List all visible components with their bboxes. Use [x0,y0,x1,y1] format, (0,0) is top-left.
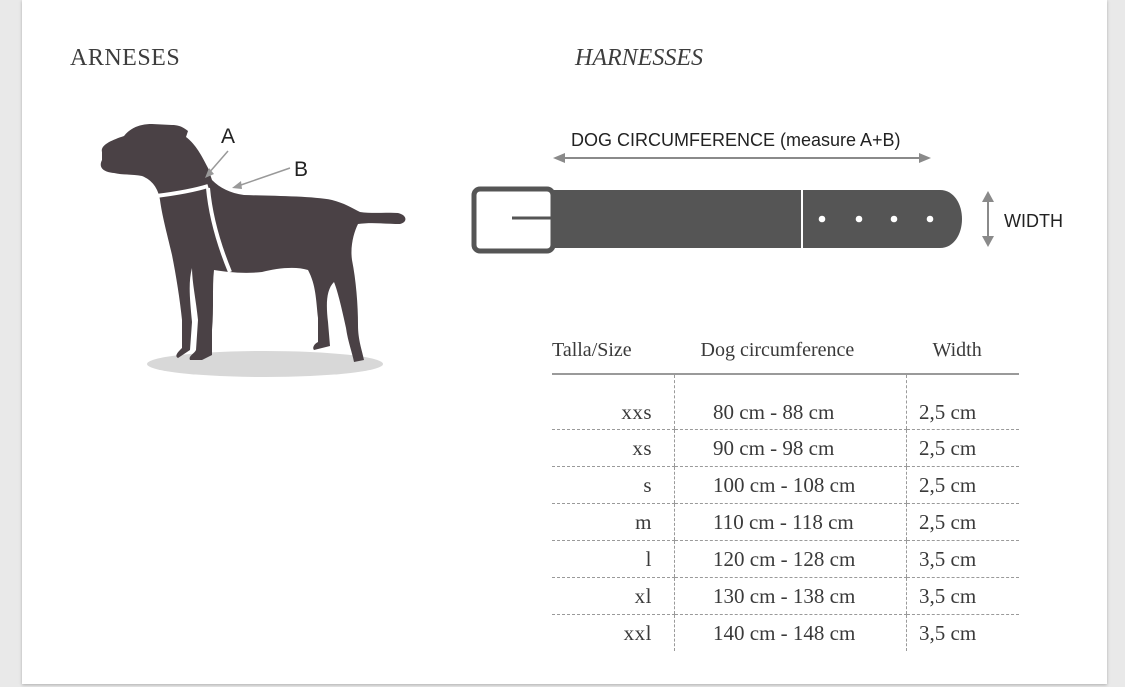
strap-band [552,190,962,248]
pointer-b-arrow-icon [232,181,242,189]
table-row [552,541,1019,578]
arrow-down-icon [982,236,994,247]
cell-size: l [552,541,675,578]
strap-hole [819,216,826,223]
strap-hole [927,216,934,223]
cell-size: s [552,467,675,504]
strap-hole [856,216,863,223]
document-page [22,0,1107,684]
title-spanish: ARNESES [70,45,181,71]
title-english: HARNESSES [575,45,703,71]
table-row [552,504,1019,541]
cell-width: 2,5 cm [907,504,1020,541]
cell-circumference: 140 cm - 148 cm [675,615,907,652]
arrow-right-icon [919,153,931,163]
cell-size: xs [552,430,675,467]
header-circumference: Dog circumference [675,335,907,374]
cell-circumference: 130 cm - 138 cm [675,578,907,615]
cell-width: 2,5 cm [907,430,1020,467]
cell-size: xxl [623,620,652,645]
cell-circumference: 80 cm - 88 cm [675,374,907,430]
table-row [552,578,1019,615]
width-label: WIDTH [1004,211,1063,231]
cell-circumference: 90 cm - 98 cm [675,430,907,467]
cell-circumference: 100 cm - 108 cm [675,467,907,504]
pointer-b-line [238,168,290,186]
cell-width: 3,5 cm [907,615,1020,652]
table-header-row [552,335,1019,374]
cell-width: 3,5 cm [907,578,1020,615]
table-row [552,615,1019,652]
label-b: B [294,158,309,181]
strap-buckle [474,189,553,251]
cell-circumference: 120 cm - 128 cm [675,541,907,578]
header-width: Width [907,335,1020,374]
cell-width: 2,5 cm [907,374,1020,430]
table-row [552,467,1019,504]
cell-width: 2,5 cm [907,467,1020,504]
arrow-up-icon [982,191,994,202]
table-row [552,374,1019,430]
size-table [552,335,1019,651]
dog-silhouette-icon [101,124,406,362]
cell-circumference: 110 cm - 118 cm [675,504,907,541]
cell-size: xl [552,578,675,615]
header-size: Talla/Size [552,335,675,374]
arrow-left-icon [553,153,565,163]
cell-size: m [552,504,675,541]
strap-hole [891,216,898,223]
circumference-label: DOG CIRCUMFERENCE (measure A+B) [571,130,901,150]
cell-size: xxs [552,374,675,430]
table-row [552,430,1019,467]
cell-width: 3,5 cm [907,541,1020,578]
label-a: A [221,125,236,148]
